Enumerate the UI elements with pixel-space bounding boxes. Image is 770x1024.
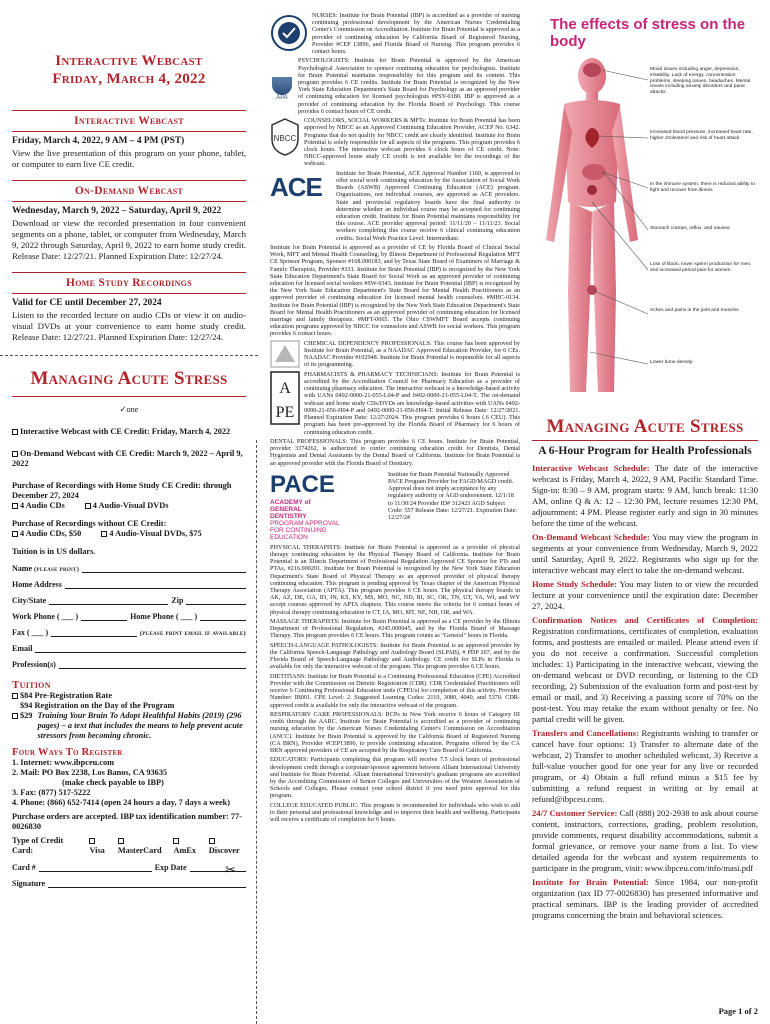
card-mastercard[interactable]	[118, 836, 168, 856]
educators-accreditation: EDUCATORS: Participants completing this program will receive 7.5 clock hours of professional development credit through a corporate/sponsor agreement between Alliant International University and Institute for Brain Potential. Alliant International University's graduate programs are accredited by the Accrediting Commission of Senior Colleges and Universities of the Western Association of Schools and Colleges. Please contact your school district if you need prior approval for this program.	[270, 756, 520, 800]
register-phone: 4. Phone: (866) 652-7414 (open 24 hours a day, 7 days a week)	[12, 798, 231, 807]
check-one-label: ✓one	[119, 405, 139, 414]
vertical-cut-line	[256, 440, 257, 1024]
schedule-home-study	[532, 579, 758, 612]
image-title: The effects of stress on the body	[550, 16, 746, 50]
city-label: City/State	[12, 596, 47, 605]
divider	[12, 131, 246, 132]
divider	[12, 293, 246, 294]
option-ce-dvd[interactable]	[85, 501, 169, 511]
card-type-label: Type of Credit Card:	[12, 836, 64, 855]
purchase-noce-heading: Purchase of Recordings without CE Credit:	[12, 519, 167, 528]
on-demand-desc: Download or view the recorded presentation in four convenient segments on a phone, tablet, or computer from Wednesday, March 9, 2022 through Saturday, April 9, 2022 to earn home study credit. Release Date: 12/27/21. Planned Expiration Date: 12/27/24.	[12, 218, 246, 261]
checkbox[interactable]	[118, 838, 124, 844]
option-webcast-label: Interactive Webcast with CE Credit: Friday, March 4, 2022	[20, 427, 231, 436]
interactive-webcast-desc: View the live presentation of this program on your phone, tablet, or computer to earn live CE credit.	[12, 148, 246, 169]
option-ce-cd-label: 4 Audio CDs	[20, 501, 65, 510]
home-phone-input[interactable]	[200, 612, 246, 621]
option-noce-dvd-label: 4 Audio-Visual DVDs, $75	[109, 529, 202, 538]
home-study-date: Valid for CE until December 27, 2024	[12, 298, 162, 308]
schedule-webcast-head: Interactive Webcast Schedule:	[532, 463, 650, 473]
transfers-text: Registrants wishing to transfer or cancel have four options: 1) Transfer to alternate date of the webcast, 2) Transfer to another scheduled webcast, 3) Receive a full-value voucher good for one year for any live or recorded program, or 4) Obtain a full refund minus a $15 fee by submitting a refund request in writing or by email at refund@ibpceu.com.	[532, 728, 758, 804]
effect-label-joints: Aches and pains in the joint and muscles	[650, 308, 739, 313]
register-fax: 3. Fax: (877) 517-5222	[12, 788, 91, 797]
exp-date-input[interactable]	[190, 863, 246, 872]
option-ce-cd[interactable]	[12, 501, 65, 511]
program-title: Managing Acute Stress	[546, 416, 744, 437]
naadac-logo-icon	[270, 340, 300, 368]
transfers-cancellations	[532, 728, 758, 805]
email-label: Email	[12, 644, 33, 653]
card-type-row	[12, 836, 246, 856]
chemical-dependency-accreditation: CHEMICAL DEPENDENCY PROFESSIONALS: This course has been approved by Institute for Brain Potential, as a NAADAC Approved Education Provider, for 6 CEs. NAADAC Provider #102948. Institute for Brain Potential is responsible for all aspects of its programming.	[304, 339, 520, 369]
checkbox[interactable]	[209, 838, 215, 844]
massage-accreditation: MASSAGE THERAPISTS: Institute for Brain Potential is approved as a CE provider by the Illinois Department of Professional Regulation, #245.000045, and by the Florida Board of Massage Therapy. This program provides 6 CE hours. This program counts as "General" hours in Florida.	[270, 617, 520, 640]
schedule-home-study-head: Home Study Schedule:	[532, 579, 617, 589]
work-phone-label: Work Phone ( ___ )	[12, 612, 79, 621]
checkbox[interactable]	[12, 693, 18, 699]
card-number-input[interactable]	[39, 863, 152, 872]
page-number: Page 1 of 2	[718, 1006, 758, 1016]
checkbox[interactable]	[12, 713, 18, 719]
dental-accreditation: DENTAL PROFESSIONALS: This program provides 6 CE hours. Institute for Brain Potential, provider 3374262, is authorized to confer continuing education credit for Dentists, Dental Hygienists and Dental Assistants by the Dental Board of California. Institute for Brain Potential is an approved provider with the Florida Board of Dentistry.	[270, 437, 520, 467]
register-internet: 1. Internet: www.ibpceu.com	[12, 758, 115, 767]
schedule-on-demand-text: You may view the program in segments at your convenience from Wednesday, March 9, 2022 until Saturday, April 9, 2022. Registrants who sign up for the interactive webcast may elect to take the on-demand webcast.	[532, 532, 758, 575]
divider	[12, 110, 246, 111]
divider	[12, 272, 246, 273]
program-info-column	[524, 0, 770, 1024]
acpe-logo-icon	[270, 371, 300, 425]
tuition-option-2: $94 Registration on the Day of the Program	[20, 701, 175, 710]
address-input[interactable]	[65, 580, 246, 589]
signature-field[interactable]	[12, 879, 246, 888]
public-accreditation: COLLEGE EDUCATED PUBLIC: This program is recommended for individuals who wish to add to their personal and professional knowledge and to improve their health and wellbeing. Participants will receive a certificate of completion for 6 hours.	[270, 801, 520, 824]
fax-field[interactable]	[12, 628, 246, 637]
work-phone-input[interactable]	[81, 612, 127, 621]
webcast-date-title	[12, 52, 246, 88]
effect-label-brain: Mood issues including anger, depression, irritability. Lack of energy, concentration problems, sleeping issues, headaches. Mental issues including anxiety disorders and panic attacks.	[650, 67, 751, 96]
ace-logo	[270, 172, 332, 244]
confirmation-text: Registration confirmations, certificates of completion, evaluation forms, and posttests are emailed or mailed. Please attend even if you do not receive a confirmation. Successful completion includes: 1) Participating in the interactive webcast, viewing the on-demand webcast or DVD recording, or listening to the CD recording, 2) Submission of the evaluation form and post-test by email or mail, and 3) Receiving a passing score of 70% on the post-test. You may retake the exam without penalty or fee. No partial credit will be given.	[532, 626, 758, 724]
tuition-book-price: $29	[20, 711, 33, 720]
purchase-noce-options	[12, 529, 246, 539]
fax-label: Fax ( ___ )	[12, 628, 49, 637]
name-input[interactable]	[82, 564, 246, 573]
on-demand-heading: On-Demand Webcast	[74, 185, 184, 197]
webcast-title-line2: Friday, March 4, 2022	[52, 71, 206, 87]
tuition-option-1[interactable]	[12, 691, 246, 701]
profession-field[interactable]	[12, 660, 246, 669]
cut-line	[0, 355, 258, 356]
on-demand-date: Wednesday, March 9, 2022 – Saturday, April 9, 2022	[12, 206, 222, 216]
purchase-ce-options	[12, 501, 246, 511]
card-mastercard-label: MasterCard	[117, 846, 162, 855]
customer-service	[532, 808, 758, 874]
customer-service-head: 24/7 Customer Service:	[532, 808, 618, 818]
signature-label: Signature	[12, 879, 46, 888]
checkbox[interactable]	[12, 503, 18, 509]
city-input[interactable]	[49, 596, 168, 605]
zip-label: Zip	[171, 596, 184, 605]
apa-logo-text: APA	[276, 95, 288, 102]
profession-label: Profession(s)	[12, 660, 56, 669]
card-discover[interactable]	[209, 836, 246, 856]
tuition-book-text: Training Your Brain To Adopt Healthful Habits (2019) (296 pages) – a text that includes the means to help prevent acute stressors from becoming chronic.	[37, 711, 243, 740]
card-visa[interactable]	[89, 836, 111, 856]
effect-label-immune: In the immune system, there is reduced ability to fight and recover from illness	[650, 182, 755, 193]
ibp-info	[532, 877, 758, 921]
pace-logo-sub2: PROGRAM APPROVAL FOR CONTINUING EDUCATION	[270, 519, 340, 541]
card-amex[interactable]	[173, 836, 202, 856]
divider	[12, 180, 246, 181]
apa-logo	[270, 77, 294, 101]
card-amex-label: AmEx	[173, 846, 197, 855]
webcast-title-line1: Interactive Webcast	[55, 53, 203, 69]
checkbox[interactable]	[12, 531, 18, 537]
name-hint: (please print)	[34, 566, 80, 573]
register-mail-note: (make check payable to IBP)	[62, 778, 164, 787]
option-noce-dvd[interactable]	[101, 529, 201, 539]
name-field[interactable]	[12, 564, 246, 573]
tuition-heading: Tuition	[12, 679, 51, 691]
schedule-on-demand	[532, 532, 758, 576]
respiratory-accreditation: RESPIRATORY CARE PROFESSIONALS: RCPs in New York receive 6 hours of Category III credit through the AARC. Institute for Brain Potential is accredited as a provider of continuing nursing education by the American Nurses Credentialing Center's Commission on Accreditation (ANCC). Institute for Brain Potential is approved by the California Board of Registered Nursing (CA BRN), Provider #CEP13896, to provide continuing education. Programs offered by the CA BRN approved providers of CE are accepted by the Respiratory Care Board of California.	[270, 710, 520, 754]
mft-accreditation: Institute for Brain Potential is approved as a provider of CE by Florida Board of Clinical Social Work, MFT and Mental Health Counseling; by Illinois Department of Professional Regulation MFT CE Sponsor Program, Sponsor #168.000183, and by Texas State Board of Examiners of Marriage & Family Therapists, Provider #331. Institute for Brain Potential (IBP) is recognized by the New York State Education Department's State Board for Social Work as an approved provider of continuing education for licensed social workers #SW-0343. Institute for Brain Potential (IBP) is recognized by the New York State Education Department's State Board for Mental Health Practitioners as an approved provider of continuing education for licensed mental health counselors. #MHC-0134. Institute for Brain Potential (IBP) is recognized by the New York State Education Department's State Board for Mental Health Practitioners as an approved provider of continuing education for licensed marriage and family therapists. #MFT-0065. The Ohio CSWMFT Board accepts continuing education programs approved by NBCC for counselors and ASWB for social workers. This program provides 6 contact hours.	[270, 244, 520, 338]
fax-hint: (please print email if available)	[139, 630, 246, 637]
exp-date-label: Exp Date	[154, 863, 187, 872]
tuition-option-1-label: $84 Pre-Registration Rate	[20, 691, 113, 700]
nbcc-logo-icon	[270, 117, 300, 157]
pace-approval: Institute for Brain Potential Nationally Approved PACE Program Provider for FAGD/MAGD credit. Approval does not imply acceptance by any regulatory authority or AGD endorsement. 12/1/18 to 11/30/24 Provider ID# 312423 AGD Subject Code: 557 Release Date: 12/27/21. Expiration Date: 12/27/24	[388, 470, 518, 521]
ace-logo-text: ACE	[270, 171, 322, 202]
apa-logo-icon	[272, 77, 292, 95]
ibp-text: Since 1984, our non-profit organization (tax ID 77-0026830) has presented informative and practical seminars. IBP is the leading provider of accredited programs concerning the brain and behavioral sciences.	[532, 877, 758, 920]
checkbox[interactable]	[101, 531, 107, 537]
card-number-label: Card #	[12, 863, 36, 872]
pace-logo	[270, 471, 384, 541]
ibp-head: Institute for Brain Potential:	[532, 877, 649, 887]
option-on-demand[interactable]	[12, 449, 246, 469]
profession-input[interactable]	[59, 660, 246, 669]
home-study-desc: Listen to the recorded lecture on audio CDs or view it on audio-visual DVDs at your convenience to earn home study credit. Release Date: 12/27/21. Planned Expiration Date: 12/27/24.	[12, 310, 246, 342]
effect-label-heart: Increased blood pressure, increased heart rate, higher cholesterol and risk of heart attack	[650, 130, 753, 141]
checkbox[interactable]	[12, 429, 18, 435]
svg-text:PE: PE	[275, 403, 295, 421]
stress-effects-image	[532, 12, 762, 410]
counselors-accreditation: COUNSELORS, SOCIAL WORKERS & MFTs: Institute for Brain Potential has been approved by NBCC as an Approved Continuing Education Provider, ACEP No. 6342. Programs that do not qualify for NBCC credit are clearly identified. Institute for Brain Potential is solely responsible for all aspects of the programs. This program provides 6 clock hours. The interactive webcast provides 6 clock hours of CE credit. Note: NBCC-approved home study CE credit is not available for the recordings of the webcast.	[304, 117, 520, 168]
register-heading: Four Ways To Register	[12, 747, 123, 758]
customer-service-text: Call (888) 202-2938 to ask about course content, instructors, corrections, grading, problem resolution, provide comments, request disability accommodations, submit a formal grievance, or remove your name from a list. To view detailed agenda for the webcast and system requirements to participate in the program, visit: www.ibpceu.com/info/masi.pdf	[532, 808, 758, 873]
divider	[12, 396, 246, 397]
zip-input[interactable]	[186, 596, 246, 605]
fax-input[interactable]	[51, 628, 137, 637]
schedule-webcast	[532, 463, 758, 529]
option-noce-cd[interactable]	[12, 529, 81, 539]
pharmacists-accreditation: PHARMACISTS & PHARMACY TECHNICIANS: Institute for Brain Potential is accredited by the Accreditation Council for Pharmacy Education as a provider of continuing pharmacy education. The interactive webcast is a knowledge-based activity with UANs 0492-0000-21-055-L04-P and 0492-0000-21-055-L04-T. The on-demand webcast and home study CDs/DVDs are knowledge-based activities with UANs 0492-0000-21-056-H04-P and 0492-0000-21-056-H04-T. Initial Release Date: 12/27/2021. Planned Expiration Date: 12/27/2024. This program provides 6 hours (.6 CEU). This program has been pre-approved by the Florida Board of Pharmacy for 6 hours of continuing education credit.	[304, 370, 520, 436]
pace-logo-text: PACE	[270, 470, 335, 498]
option-ce-dvd-label: 4 Audio-Visual DVDs	[92, 501, 169, 510]
confirmation-head: Confirmation Notices and Certificates of Completion:	[532, 615, 758, 625]
name-label: Name	[12, 564, 32, 573]
card-discover-label: Discover	[208, 846, 240, 855]
svg-text:NBCC: NBCC	[273, 134, 297, 144]
confirmation-notices	[532, 615, 758, 725]
option-on-demand-label: On-Demand Webcast with CE Credit: March 9, 2022 – April 9, 2022	[12, 449, 243, 468]
divider	[12, 201, 246, 202]
pace-logo-sub: ACADEMY of GENERAL DENTISTRY	[270, 498, 311, 520]
home-phone-label: Home Phone ( ___ )	[130, 612, 198, 621]
transfers-head: Transfers and Cancellations:	[532, 728, 639, 738]
checkbox[interactable]	[89, 838, 95, 844]
slp-accreditation: SPEECH-LANGUAGE PATHOLOGISTS: Institute for Brain Potential is an approved provider by the California Speech-Language Pathology and Audiology Board (SLPAB), # PDP 267, and by the Florida Board of Speech-Language Pathology and Audiology. CE credit for SLPs in Florida is available for only the interactive webcast of the program. This program provides 6 CE hours.	[270, 641, 520, 671]
scissors-icon: ✂	[225, 862, 236, 877]
ancc-seal-icon	[270, 14, 308, 52]
address-label: Home Address	[12, 580, 62, 589]
form-title: Managing Acute Stress	[30, 368, 228, 389]
dietitians-accreditation: DIETITIANS: Institute for Brain Potential is a Continuing Professional Education (CPE) Accredited Provider with the Commission on Dietetic Registration (CDR). CDR Credentialed Practitioners will receive 6 Continuing Professional Education units (CPEUs) for completion of this activity. Provider Number: IB001. CPE Level: 2. Suggested Learning Codes: 2110, 3080, 4040, and 5370. CDR-approved credit is available for only the interactive webcast of the program.	[270, 672, 520, 709]
checkbox[interactable]	[173, 838, 179, 844]
nurses-accreditation: NURSES: Institute for Brain Potential (IBP) is accredited as a provider of nursing continuing professional development by the American Nurses Credentialing Center's Commission on Accreditation. Institute for Brain Potential is approved as a provider of continuing education by California Board of Registered Nursing, Provider #CEP 13896, and Florida Board of Nursing. This program provides 6 contact hours.	[312, 12, 520, 56]
effect-label-reproductive: Loss of libido, lower sperm production for men, and increased period pain for women	[650, 262, 752, 273]
ace-approval: Institute for Brain Potential, ACE Approval Number 1160, is approved to offer social work continuing education by the Association of Social Work Boards (ASWB) Approved Continuing Education (ACE) program. Organizations, not individual courses, are approved as ACE providers. State and provincial regulatory boards have the final authority to determine whether an individual course may be accepted for continuing education credit. Institute for Brain Potential maintains responsibility for this course. ACE provider approval period: 11/11/20 – 11/11/23. Social workers completing this course receive 6 clinical continuing education credits. Social Work Practice Level: Intermediate.	[336, 169, 520, 242]
phone-field[interactable]	[12, 612, 246, 621]
signature-input[interactable]	[48, 879, 246, 888]
psychologists-accreditation: PSYCHOLOGISTS: Institute for Brain Potential is approved by the American Psychological Association to sponsor continuing education for psychologists. Institute for Brain Potential maintains responsibility for this program and its content. This program provides 6 CE credits. Institute for Brain Potential is recognized by the New York State Education Department's State Board for Psychology as an approved provider of continuing education for licensed psychologists #PSY-0180. IBP is approved as a provider of continuing education by the Florida Board of Psychology. This course provides 6 contact hours of CE credit.	[298, 57, 520, 115]
schedule-home-study-text: You may listen to or view the recorded lecture at your convenience until the expiration date: December 27, 2024.	[532, 579, 758, 611]
effect-label-stomach: Stomach cramps, reflux, and nausea	[650, 226, 730, 231]
tuition-note: Tuition is in US dollars.	[12, 547, 96, 556]
card-number-field[interactable]	[12, 863, 246, 872]
checkbox[interactable]	[12, 451, 18, 457]
card-visa-label: Visa	[89, 846, 105, 855]
email-field[interactable]	[12, 644, 246, 653]
tuition-option-3[interactable]	[12, 711, 246, 741]
schedule-on-demand-head: On-Demand Webcast Schedule:	[532, 532, 650, 542]
pace-block	[270, 471, 520, 541]
option-noce-cd-label: 4 Audio CDs, $50	[20, 529, 82, 538]
physical-therapists-accreditation: PHYSICAL THERAPISTS: Institute for Brain Potential is approved as a provider of physical therapy continuing education by the Physical Therapy Board of California. Institute for Brain Potential is an Illinois Department of Professional Regulation Approved CE Sponsor for PTs and PTAs, #216.000201. Institute for Brain Potential is recognized by the New York State Education Department's State Board of Physical Therapy as an approved provider of physical therapy continuing education. This program is pending approval by Texas chapter of the American Physical Therapy Association (APTA). This program provides 6 CE hours. The physical therapy boards in AK, AZ, DE, GA, ID, IN, KS, KY, MS, MO, NC, ND, RI, SC, OK, TN, UT, VA, WI, and WY accept courses approved by APTA chapters. This course meets the criteria for 6 contact hours of physical therapy continuing education in CT, IA, MO, MT, NE, NH, OR, and WA.	[270, 543, 520, 616]
address-field[interactable]	[12, 580, 246, 589]
program-subtitle: A 6-Hour Program for Health Professionals	[538, 445, 752, 457]
home-study-heading: Home Study Recordings	[66, 277, 192, 289]
register-mail: 2. Mail: PO Box 2238, Los Banos, CA 93635	[12, 768, 168, 777]
interactive-webcast-heading: Interactive Webcast	[74, 115, 184, 127]
accreditation-column	[262, 0, 524, 1024]
option-webcast[interactable]	[12, 427, 246, 437]
divider	[532, 440, 758, 441]
effect-label-bones: Lower bone density	[650, 360, 693, 365]
purchase-ce-heading: Purchase of Recordings with Home Study CE Credit: through December 27, 2024	[12, 481, 232, 500]
city-zip-field[interactable]	[12, 596, 246, 605]
registration-column	[0, 0, 258, 1024]
interactive-webcast-date: Friday, March 4, 2022, 9 AM – 4 PM (PST)	[12, 136, 185, 146]
checkbox[interactable]	[85, 503, 91, 509]
email-input[interactable]	[35, 644, 246, 653]
schedule-webcast-text: The date of the interactive webcast is Friday, March 4, 2022, 9 AM, Pacific Standard Time. Sign-in: 8:30 – 9 AM, program starts: 9 AM, lunch break: 11:30 AM, online Q & A: 12 – 12:30 PM, lecture resumes 12:30 PM, adjournment: 4 PM. Please register early and sign in 30 minutes before the time of the webcast.	[532, 463, 758, 528]
svg-text:A: A	[279, 379, 291, 397]
purchase-order-note: Purchase orders are accepted. IBP tax identification number: 77-0026830	[12, 812, 242, 831]
